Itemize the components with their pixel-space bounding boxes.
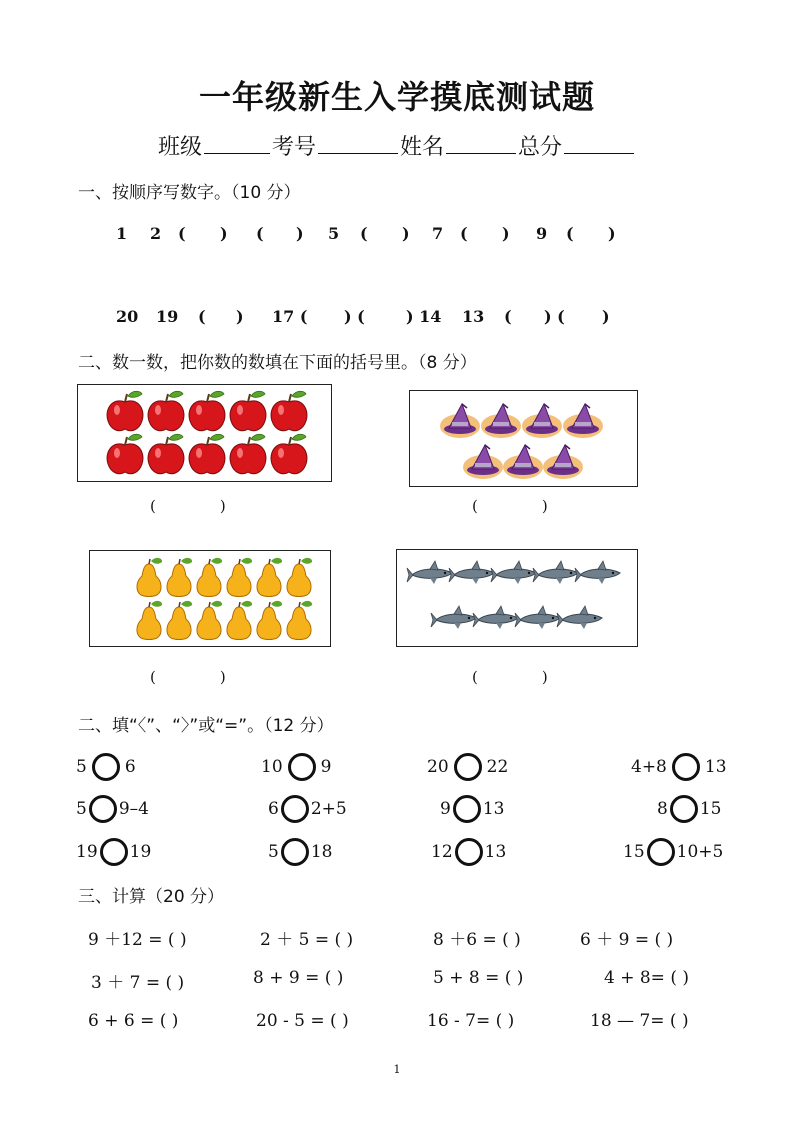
left-operand: 5 bbox=[268, 842, 279, 862]
compare-item bbox=[631, 753, 727, 781]
right-operand: 22 bbox=[486, 757, 509, 777]
compare-item bbox=[76, 838, 151, 866]
compare-item bbox=[623, 838, 723, 866]
name-label: 姓名 bbox=[400, 135, 445, 160]
calc-item[interactable]: 6 + 6 = ( ) bbox=[88, 1011, 179, 1031]
sequence-row-1 bbox=[116, 224, 628, 243]
open-paren: ( bbox=[150, 668, 156, 686]
page-title: 一年级新生入学摸底测试题 bbox=[198, 78, 595, 116]
open-paren: ( bbox=[150, 497, 156, 515]
compare-circle[interactable] bbox=[453, 795, 481, 823]
section-2-heading: 二、数一数，把你数的数填在下面的括号里。（8 分） bbox=[78, 353, 477, 373]
apples-picture-box bbox=[77, 384, 332, 482]
seq-item: ) bbox=[402, 224, 410, 243]
number-label: 考号 bbox=[271, 135, 316, 160]
seq-item: 7 bbox=[432, 224, 444, 243]
close-paren: ) bbox=[541, 497, 548, 515]
hats-answer-parentheses[interactable] bbox=[472, 497, 548, 515]
class-blank[interactable] bbox=[204, 131, 270, 154]
seq-item: ( bbox=[360, 224, 368, 243]
calc-item[interactable]: 8 + 9 = ( ) bbox=[253, 968, 344, 988]
close-paren: ) bbox=[541, 668, 548, 686]
left-operand: 6 bbox=[268, 799, 279, 819]
left-operand: 9 bbox=[440, 799, 451, 819]
calc-item[interactable]: 5 + 8 = ( ) bbox=[433, 968, 524, 988]
right-operand: 13 bbox=[482, 799, 505, 819]
left-operand: 4+8 bbox=[631, 757, 667, 777]
calc-item[interactable]: 6 ＋ 9 = ( ) bbox=[580, 930, 674, 950]
left-operand: 20 bbox=[427, 757, 449, 777]
pears-answer-parentheses[interactable] bbox=[150, 668, 226, 686]
hats-illustration bbox=[410, 391, 637, 486]
seq-item: 13 bbox=[462, 307, 485, 326]
seq-item: ) bbox=[236, 307, 244, 326]
seq-item: 20 bbox=[116, 307, 139, 326]
sharks-illustration bbox=[397, 550, 637, 646]
right-operand: 15 bbox=[699, 799, 722, 819]
right-operand: 10+5 bbox=[676, 842, 724, 862]
seq-item: ) bbox=[296, 224, 304, 243]
student-info-line bbox=[0, 130, 794, 161]
compare-circle[interactable] bbox=[455, 838, 483, 866]
compare-circle[interactable] bbox=[670, 795, 698, 823]
sharks-picture-box bbox=[396, 549, 638, 647]
seq-item: ) ( bbox=[544, 307, 565, 326]
calc-item[interactable]: 2 ＋ 5 = ( ) bbox=[260, 930, 354, 950]
compare-circle[interactable] bbox=[288, 753, 316, 781]
calc-item[interactable]: 9 ＋12 = ( ) bbox=[88, 930, 187, 950]
seq-item: ) bbox=[220, 224, 228, 243]
open-paren: ( bbox=[472, 497, 478, 515]
open-paren: ( bbox=[472, 668, 478, 686]
pears-illustration bbox=[90, 551, 330, 646]
pears-picture-box bbox=[89, 550, 331, 647]
class-label: 班级 bbox=[157, 135, 202, 160]
compare-circle[interactable] bbox=[92, 753, 120, 781]
compare-item bbox=[431, 838, 506, 866]
seq-item: ) bbox=[608, 224, 616, 243]
hats-picture-box bbox=[409, 390, 638, 487]
seq-item: ( bbox=[504, 307, 512, 326]
seq-item: 9 bbox=[536, 224, 548, 243]
seq-item: ( bbox=[460, 224, 468, 243]
compare-item bbox=[261, 753, 331, 781]
sequence-row-2 bbox=[116, 307, 622, 326]
compare-circle[interactable] bbox=[454, 753, 482, 781]
calc-item[interactable]: 3 ＋ 7 = ( ) bbox=[91, 973, 185, 993]
section-4-heading: 三、计算（20 分） bbox=[78, 887, 225, 907]
apples-illustration bbox=[78, 385, 331, 481]
compare-circle[interactable] bbox=[281, 838, 309, 866]
calc-item[interactable]: 16 - 7= ( ) bbox=[427, 1011, 515, 1031]
section-3-heading: 二、填“〈”、“〉”或“=”。（12 分） bbox=[78, 716, 334, 736]
right-operand: 13 bbox=[704, 757, 727, 777]
seq-item: 5 bbox=[328, 224, 340, 243]
left-operand: 15 bbox=[623, 842, 645, 862]
compare-circle[interactable] bbox=[672, 753, 700, 781]
compare-item bbox=[657, 795, 721, 823]
calc-item[interactable]: 18 — 7= ( ) bbox=[590, 1011, 689, 1031]
page-number: 1 bbox=[393, 1063, 401, 1076]
seq-item: ( bbox=[198, 307, 206, 326]
compare-item bbox=[268, 838, 332, 866]
right-operand: 2+5 bbox=[310, 799, 347, 819]
seq-item: ) bbox=[602, 307, 610, 326]
calc-item[interactable]: 8 ＋6 = ( ) bbox=[433, 930, 521, 950]
close-paren: ) bbox=[219, 497, 226, 515]
left-operand: 19 bbox=[76, 842, 98, 862]
seq-item: 19 bbox=[156, 307, 179, 326]
left-operand: 5 bbox=[76, 799, 87, 819]
compare-circle[interactable] bbox=[89, 795, 117, 823]
seq-item: 17 ( bbox=[272, 307, 308, 326]
name-blank[interactable] bbox=[446, 131, 516, 154]
calc-item[interactable]: 20 - 5 = ( ) bbox=[256, 1011, 349, 1031]
apples-answer-parentheses[interactable] bbox=[150, 497, 226, 515]
right-operand: 9 bbox=[320, 757, 332, 777]
compare-circle[interactable] bbox=[281, 795, 309, 823]
seq-item: ) bbox=[502, 224, 510, 243]
sharks-answer-parentheses[interactable] bbox=[472, 668, 548, 686]
calc-item[interactable]: 4 + 8= ( ) bbox=[604, 968, 689, 988]
right-operand: 6 bbox=[124, 757, 136, 777]
left-operand: 12 bbox=[431, 842, 453, 862]
compare-item bbox=[440, 795, 504, 823]
seq-item: 2 bbox=[150, 224, 162, 243]
seq-item: ( bbox=[256, 224, 264, 243]
seq-item: ( bbox=[566, 224, 574, 243]
close-paren: ) bbox=[219, 668, 226, 686]
compare-circle[interactable] bbox=[647, 838, 675, 866]
seq-item: ) 14 bbox=[406, 307, 442, 326]
compare-item bbox=[76, 795, 149, 823]
left-operand: 8 bbox=[657, 799, 668, 819]
right-operand: 13 bbox=[484, 842, 507, 862]
seq-item: 1 bbox=[116, 224, 128, 243]
compare-item bbox=[268, 795, 347, 823]
left-operand: 10 bbox=[261, 757, 283, 777]
number-blank[interactable] bbox=[318, 131, 398, 154]
seq-item: ( bbox=[178, 224, 186, 243]
compare-circle[interactable] bbox=[100, 838, 128, 866]
seq-item: ) ( bbox=[344, 307, 365, 326]
compare-item bbox=[76, 753, 136, 781]
section-1-heading: 一、按顺序写数字。（10 分） bbox=[78, 183, 301, 203]
compare-item bbox=[427, 753, 508, 781]
right-operand: 18 bbox=[310, 842, 333, 862]
score-label: 总分 bbox=[518, 135, 563, 160]
score-blank[interactable] bbox=[564, 131, 634, 154]
left-operand: 5 bbox=[76, 757, 87, 777]
right-operand: 19 bbox=[129, 842, 152, 862]
right-operand: 9–4 bbox=[118, 799, 149, 819]
